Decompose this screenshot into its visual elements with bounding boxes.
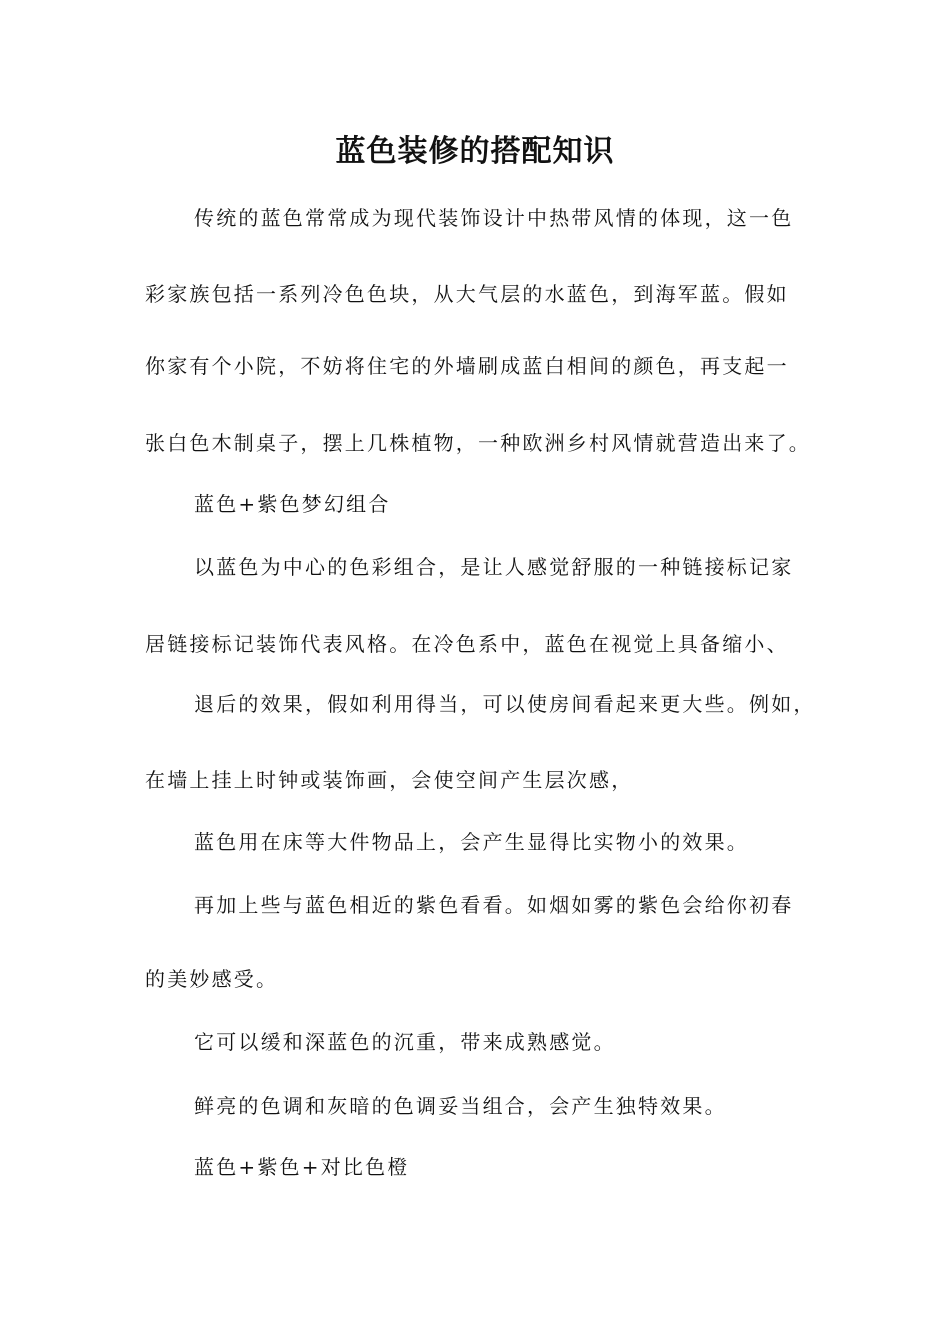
paragraph-line: 再加上些与蓝色相近的紫色看看。如烟如雾的紫色会给你初春 [194,893,794,917]
paragraph-line: 蓝色用在床等大件物品上，会产生显得比实物小的效果。 [194,830,749,854]
paragraph-line: 以蓝色为中心的色彩组合，是让人感觉舒服的一种链接标记家 [194,555,794,579]
section-heading: 蓝色+紫色+对比色橙 [194,1155,410,1179]
paragraph-line: 彩家族包括一系列冷色色块，从大气层的水蓝色，到海军蓝。假如 [145,282,789,306]
section-heading: 蓝色+紫色梦幻组合 [194,492,391,516]
paragraph-line: 传统的蓝色常常成为现代装饰设计中热带风情的体现，这一色 [194,206,794,230]
paragraph-line: 退后的效果，假如利用得当，可以使房间看起来更大些。例如， [194,692,816,716]
document-title: 蓝色装修的搭配知识 [335,134,615,169]
paragraph-line: 居链接标记装饰代表风格。在冷色系中，蓝色在视觉上具备缩小、 [145,632,789,656]
paragraph-line: 张白色木制桌子，摆上几株植物，一种欧洲乡村风情就营造出来了。 [145,431,811,455]
paragraph-line: 鲜亮的色调和灰暗的色调妥当组合，会产生独特效果。 [194,1094,727,1118]
paragraph-line: 的美妙感受。 [145,967,279,991]
paragraph-line: 在墙上挂上时钟或装饰画，会使空间产生层次感， [145,768,634,792]
paragraph-line: 它可以缓和深蓝色的沉重，带来成熟感觉。 [194,1030,616,1054]
paragraph-line: 你家有个小院，不妨将住宅的外墙刷成蓝白相间的颜色，再支起一 [145,354,789,378]
